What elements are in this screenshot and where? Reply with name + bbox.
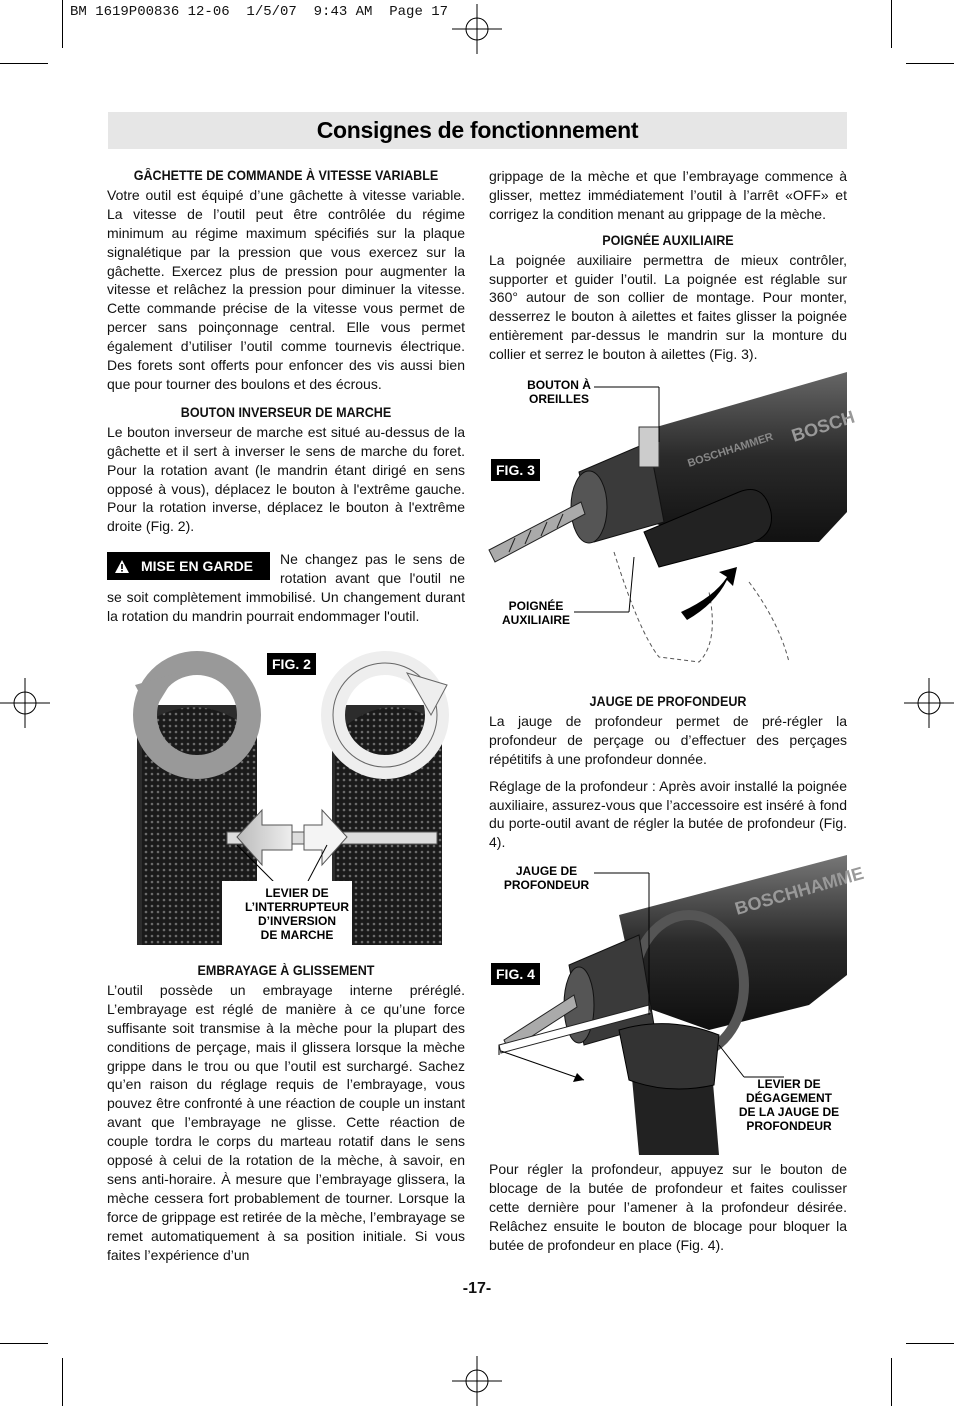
left-column-bottom	[107, 962, 465, 1265]
brand-text: BOSCHHAMMER	[686, 430, 775, 470]
warning-label: MISE EN GARDE	[141, 557, 254, 574]
warning-badge	[107, 552, 270, 580]
crop-mark	[0, 1343, 48, 1344]
title-bar	[108, 112, 847, 149]
crop-mark	[62, 1358, 63, 1406]
right-column-bottom	[489, 1160, 847, 1255]
crop-mark	[891, 1358, 892, 1406]
warning-body: Ne changez pas le sens de rotation avant que l'outil ne se soit complètement immobilisé. Un changement durant la rotation du mandrin pourrait endommager l'outil.	[107, 551, 465, 624]
warning-triangle-icon	[115, 560, 129, 573]
page-title: Consignes de fonctionnement	[316, 117, 639, 143]
registration-mark-icon	[452, 4, 502, 54]
print-slug: BM 1619P00836 12-06 1/5/07 9:43 AM Page 17	[70, 4, 449, 20]
left-column	[107, 167, 465, 626]
figure-3	[489, 372, 858, 677]
warning-block	[107, 550, 465, 626]
figure-label: FIG. 3	[491, 459, 540, 481]
section-body: L’outil possède un embrayage interne préréglé. L’embrayage est réglé de manière à ce qu’une force suffisante soit transmise à la mèche pour la plupart des conditions de perçage, mais il glissera lorsque la mèche grippe dans le trou ou que l’outil est surchargé. Sachez qu’en raison du réglage requis de l’embrayage, vous pouvez être confronté à une réaction de couple un instant avant que l’embrayage ne glisse. Cette réaction de couple tordra le corps du marteau rotatif dans le sens opposé à celui de la rotation de la mèche, à savoir, en sens anti-horaire. À mesure que l’embrayage glissera, la mèche cessera fort probablement de tourner. Lorsque la force de grippage est retirée de la mèche, l’embrayage se remet automatiquement à sa position initiale. Si vous faites l’expérience d’un	[107, 981, 465, 1263]
section-heading: EMBRAYAGE À GLISSEMENT	[197, 963, 375, 978]
right-column	[489, 167, 847, 364]
crop-mark	[906, 1343, 954, 1344]
figure-label: FIG. 2	[267, 653, 316, 675]
fig4-callout-release-lever: LEVIER DE DÉGAGEMENT DE LA JAUGE DE PROFONDEUR	[738, 1077, 840, 1133]
crop-mark	[891, 0, 892, 48]
registration-mark-icon	[452, 1356, 502, 1406]
section-heading: POIGNÉE AUXILIAIRE	[602, 232, 734, 248]
section-body: Votre outil est équipé d’une gâchette à vitesse variable. La vitesse de l’outil peut être contrôlée du régime minimum au régime maximum spécifiés sur la plaque signalétique par la pression que vous exercez sur la gâchette. Exercez plus de pression pour augmenter la vitesse et relâchez la pression pour diminuer la vitesse. Cette commande précise de la vitesse vous permet de percer sans poinçonnage central. Elle vous permet également d’utiliser l’outil comme tournevis électrique. Des forets sont offerts pour enfoncer des vis aussi bien que pour tourner des boulons et des écrous.	[107, 186, 465, 392]
section-body: La jauge de profondeur permet de pré-régler la profondeur de perçage ou d’effectuer des perçages répétitifs à une profondeur donnée.	[489, 712, 847, 767]
brand-text: BOSCH	[789, 406, 858, 446]
auxiliary-handle-illustration	[489, 372, 858, 677]
section-body: Le bouton inverseur de marche est situé au-dessus de la gâchette et il sert à inverser le sens de marche du foret. Pour la rotation avant (le mandrin étant dirigé en sens opposé à vous), déplacez le bouton à l'extrême gauche. Pour la rotation inverse, déplacez le bouton à l'extrême droite (Fig. 2).	[107, 423, 465, 535]
section-body: La poignée auxiliaire permettra de mieux contrôler, supporter et guider l’outil. La poignée est réglable sur 360° autour de son collier de montage. Pour monter, desserrez le bouton à ailettes et faites glisser la poignée entièrement par-dessus le mandrin sur la monture du collier et serrez le bouton à ailettes (Fig. 3).	[489, 251, 847, 363]
fig4-callout-depth-gauge: JAUGE DE PROFONDEUR	[503, 864, 590, 892]
registration-mark-icon	[0, 678, 50, 728]
section-body: Pour régler la profondeur, appuyez sur le bouton de blocage de la butée de profondeur et faites coulisser cette dernière pour l’amener à la profondeur désirée. Relâchez ensuite le bouton de blocage pour bloquer la butée de profondeur en place (Fig. 4).	[489, 1161, 847, 1253]
section-body: grippage de la mèche et que l’embrayage commence à glisser, mettez immédiatement l’outil à l’arrêt «OFF» et corrigez la condition menant au grippage de la mèche.	[489, 168, 847, 222]
crop-mark	[906, 63, 954, 64]
section-heading: JAUGE DE PROFONDEUR	[589, 694, 747, 709]
fig3-callout-aux-handle: POIGNÉE AUXILIAIRE	[501, 599, 570, 627]
fig2-callout: LEVIER DE L’INTERRUPTEUR D’INVERSION DE MARCHE	[244, 886, 349, 942]
page-number: -17-	[462, 1280, 492, 1297]
figure-4	[489, 855, 866, 1155]
crop-mark	[0, 63, 48, 64]
figure-label: FIG. 4	[491, 963, 540, 985]
registration-mark-icon	[904, 678, 954, 728]
right-column-middle	[489, 693, 847, 852]
brand-text: BOSCHHAMME	[732, 862, 866, 919]
section-heading: BOUTON INVERSEUR DE MARCHE	[180, 404, 392, 420]
figure-2	[107, 645, 465, 945]
section-heading: GÂCHETTE DE COMMANDE À VITESSE VARIABLE	[133, 168, 439, 183]
section-body: Réglage de la profondeur : Après avoir installé la poignée auxiliaire, assurez-vous que l’accessoire est inséré à fond du porte-outil avant de régler la butée de profondeur (Fig. 4).	[489, 777, 847, 851]
fig3-callout-wing-knob: BOUTON À OREILLES	[527, 378, 591, 406]
crop-mark	[62, 0, 63, 48]
